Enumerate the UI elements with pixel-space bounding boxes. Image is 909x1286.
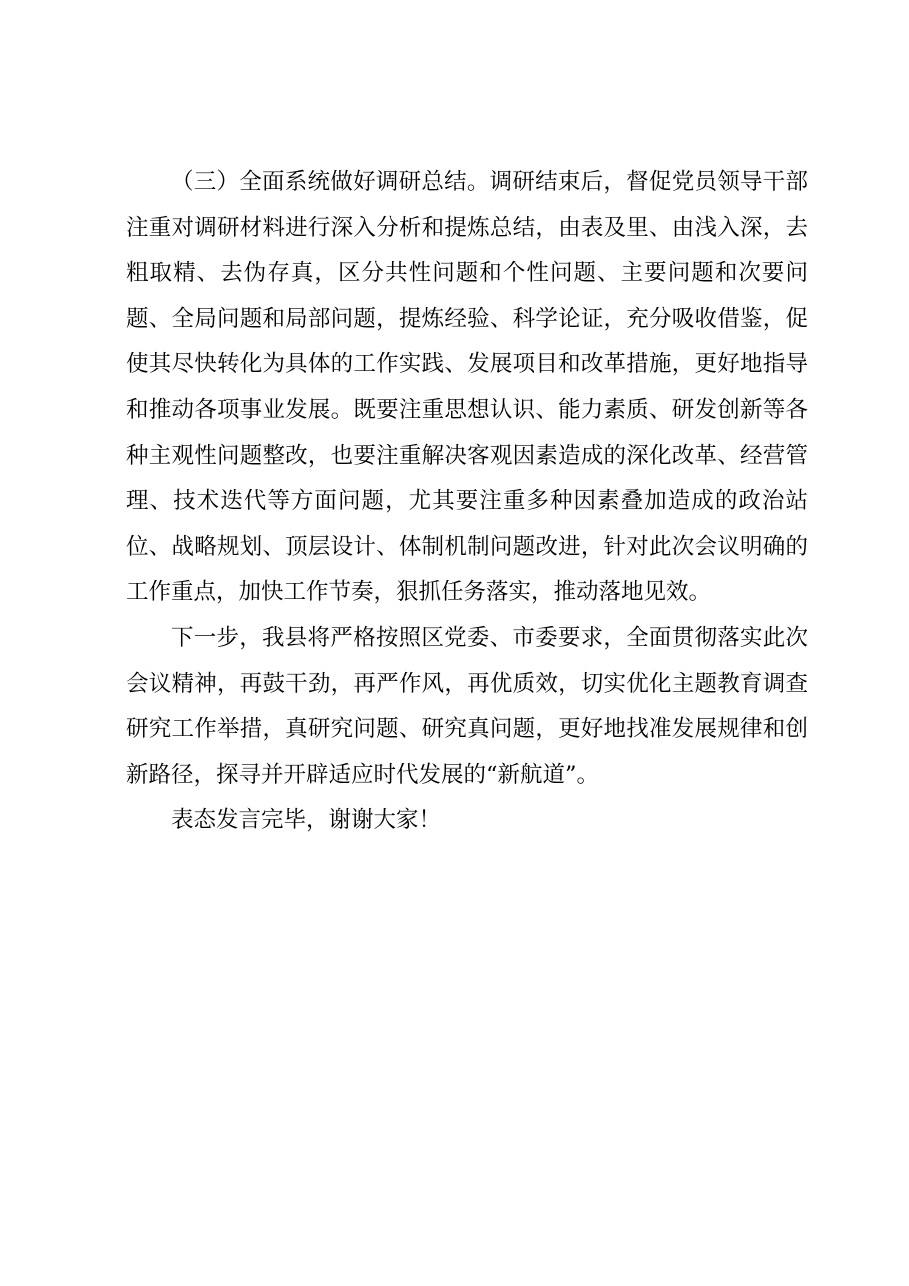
paragraph-research-summary	[126, 160, 808, 616]
paragraph-text: 下一步，我县将严格按照区党委、市委要求，全面贯彻落实此次会议精神，再鼓干劲，再严作风，再优质效，切实优化主题教育调查研究工作举措，真研究问题、研究真问题，更好地找准发展规律和创新路径，探寻并开辟适应时代发展的“新航道”。	[126, 624, 808, 788]
paragraph-next-steps	[126, 616, 808, 798]
document-body	[126, 160, 808, 844]
paragraph-text: 调研结束后，督促党员领导干部注重对调研材料进行深入分析和提炼总结，由表及里、由浅入深，去粗取精、去伪存真，区分共性问题和个性问题、主要问题和次要问题、全局问题和局部问题，提炼经验、科学论证，充分吸收借鉴，促使其尽快转化为具体的工作实践、发展项目和改革措施，更好地指导和推动各项事业发展。既要注重思想认识、能力素质、研发创新等各种主观性问题整改，也要注重解决客观因素造成的深化改革、经营管理、技术迭代等方面问题，尤其要注重多种因素叠加造成的政治站位、战略规划、顶层设计、体制机制问题改进，针对此次会议明确的工作重点，加快工作节奏，狠抓任务落实，推动落地见效。	[126, 169, 808, 606]
paragraph-closing	[126, 798, 808, 844]
paragraph-text: 表态发言完毕，谢谢大家！	[171, 807, 442, 834]
section-heading: （三）全面系统做好调研总结。	[171, 169, 490, 195]
